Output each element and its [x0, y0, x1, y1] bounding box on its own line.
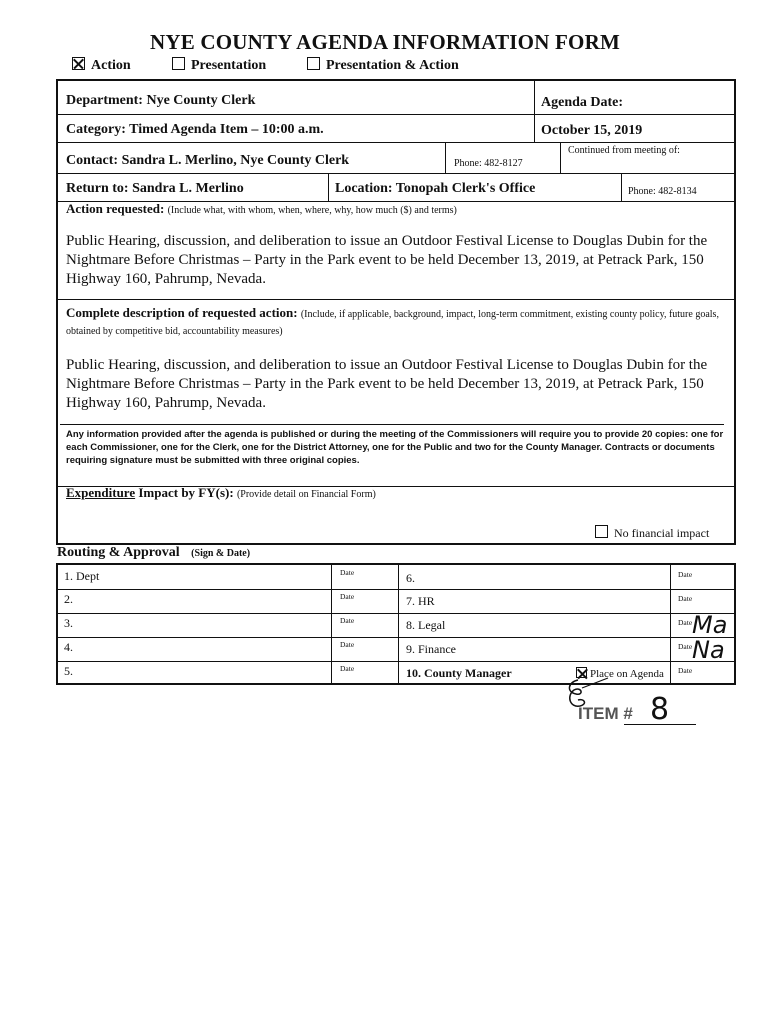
routing-title: Routing & Approval (Sign & Date) [57, 545, 251, 560]
routing-table [56, 563, 736, 685]
no-financial-impact[interactable]: No financial impact [595, 525, 709, 541]
date-label: Date [678, 570, 693, 579]
type-presentation[interactable]: Presentation [172, 57, 266, 74]
action-requested-text: Public Hearing, discussion, and deliberation to issue an Outdoor Festival License to Douglas Dubin for the Nightmare Before Christmas – Party in the Park event to be held December 13, 2019, at Petrack Park, 150 Highway 160, Pahrump, Nevada. [66, 233, 708, 287]
date-label: Date [340, 568, 355, 577]
presentation-action-checkbox[interactable] [307, 57, 320, 70]
date-label: Date [678, 642, 693, 651]
type-presentation-action[interactable]: Presentation & Action [307, 57, 459, 74]
agenda-date-label: Agenda Date: [541, 95, 624, 110]
routing-4: 4. [64, 640, 73, 654]
routing-hint: (Sign & Date) [191, 548, 251, 559]
form-title: NYE COUNTY AGENDA INFORMATION FORM [150, 30, 620, 54]
action-requested-hint: (Include what, with whom, when, where, why, how much ($) and terms) [167, 205, 457, 216]
date-label: Date [678, 594, 693, 603]
contact: Contact: Sandra L. Merlino, Nye County Clerk [66, 153, 350, 168]
item-label: ITEM # [578, 704, 633, 723]
return-to: Return to: Sandra L. Merlino [66, 181, 244, 196]
routing-county-manager: 10. County Manager [406, 666, 512, 680]
routing-finance: 9. Finance [406, 642, 456, 656]
date-label: Date [340, 616, 355, 625]
location-phone: Phone: 482-8134 [628, 186, 697, 197]
agenda-date: October 15, 2019 [541, 123, 643, 138]
date-label: Date [340, 664, 355, 673]
complete-description-text: Public Hearing, discussion, and deliberation to issue an Outdoor Festival License to Douglas Dubin for the Nightmare Before Christmas – Party in the Park event to be held December 13, 2019, at Petrack Park, 150 Highway 160, Pahrump, Nevada. [66, 357, 708, 411]
type-action[interactable]: Action [72, 57, 131, 74]
notice-text: Any information provided after the agenda is published or during the meeting of the Commissioners will require you to provide 20 copies: one for each Commissioner, one for the Clerk, one for the District Attorney, one for the Public and two for the County Manager. Contracts or documents requiring signature must be submitted with three original copies. [66, 429, 724, 466]
date-label: Date [678, 666, 693, 675]
presentation-checkbox[interactable] [172, 57, 185, 70]
action-checkbox[interactable] [72, 57, 85, 70]
item-number: 8 [650, 692, 670, 727]
contact-phone: Phone: 482-8127 [454, 158, 523, 169]
date-label: Date [340, 592, 355, 601]
routing-2: 2. [64, 592, 73, 606]
routing-3: 3. [64, 616, 73, 630]
department: Department: Nye County Clerk [66, 93, 256, 108]
routing-5: 5. [64, 664, 73, 678]
no-financial-impact-checkbox[interactable] [595, 525, 608, 538]
routing-hr: 7. HR [406, 594, 435, 608]
routing-dept: 1. Dept [64, 569, 100, 583]
date-label: Date [340, 640, 355, 649]
complete-description-hint: (Include, if applicable, background, impact, long-term commitment, existing county policy, future goals, obtained by competitive bid, accountability measures) [66, 309, 719, 337]
form-type-row [0, 57, 770, 75]
continued-from-label: Continued from meeting of: [568, 145, 680, 156]
place-on-agenda[interactable]: Place on Agenda [576, 667, 664, 680]
location: Location: Tonopah Clerk's Office [335, 181, 536, 196]
date-label: Date [678, 618, 693, 627]
complete-description-label: Complete description of requested action: (Include, if applicable, background, impact, long-term commitment, existing county policy, future goals, obtained by competitive bid, accountability measures) [66, 305, 719, 337]
form-frame [56, 79, 736, 545]
legal-signature: Ma [692, 611, 728, 639]
category: Category: Timed Agenda Item – 10:00 a.m. [66, 122, 324, 137]
finance-signature: Na [692, 636, 725, 664]
routing-6: 6. [406, 571, 415, 585]
expenditure-hint: (Provide detail on Financial Form) [236, 489, 376, 500]
routing-legal: 8. Legal [406, 618, 446, 632]
action-requested-label: Action requested: (Include what, with whom, when, where, why, how much ($) and terms) [66, 201, 457, 216]
expenditure-label: Expenditure Impact by FY(s): (Provide detail on Financial Form) [66, 485, 376, 500]
